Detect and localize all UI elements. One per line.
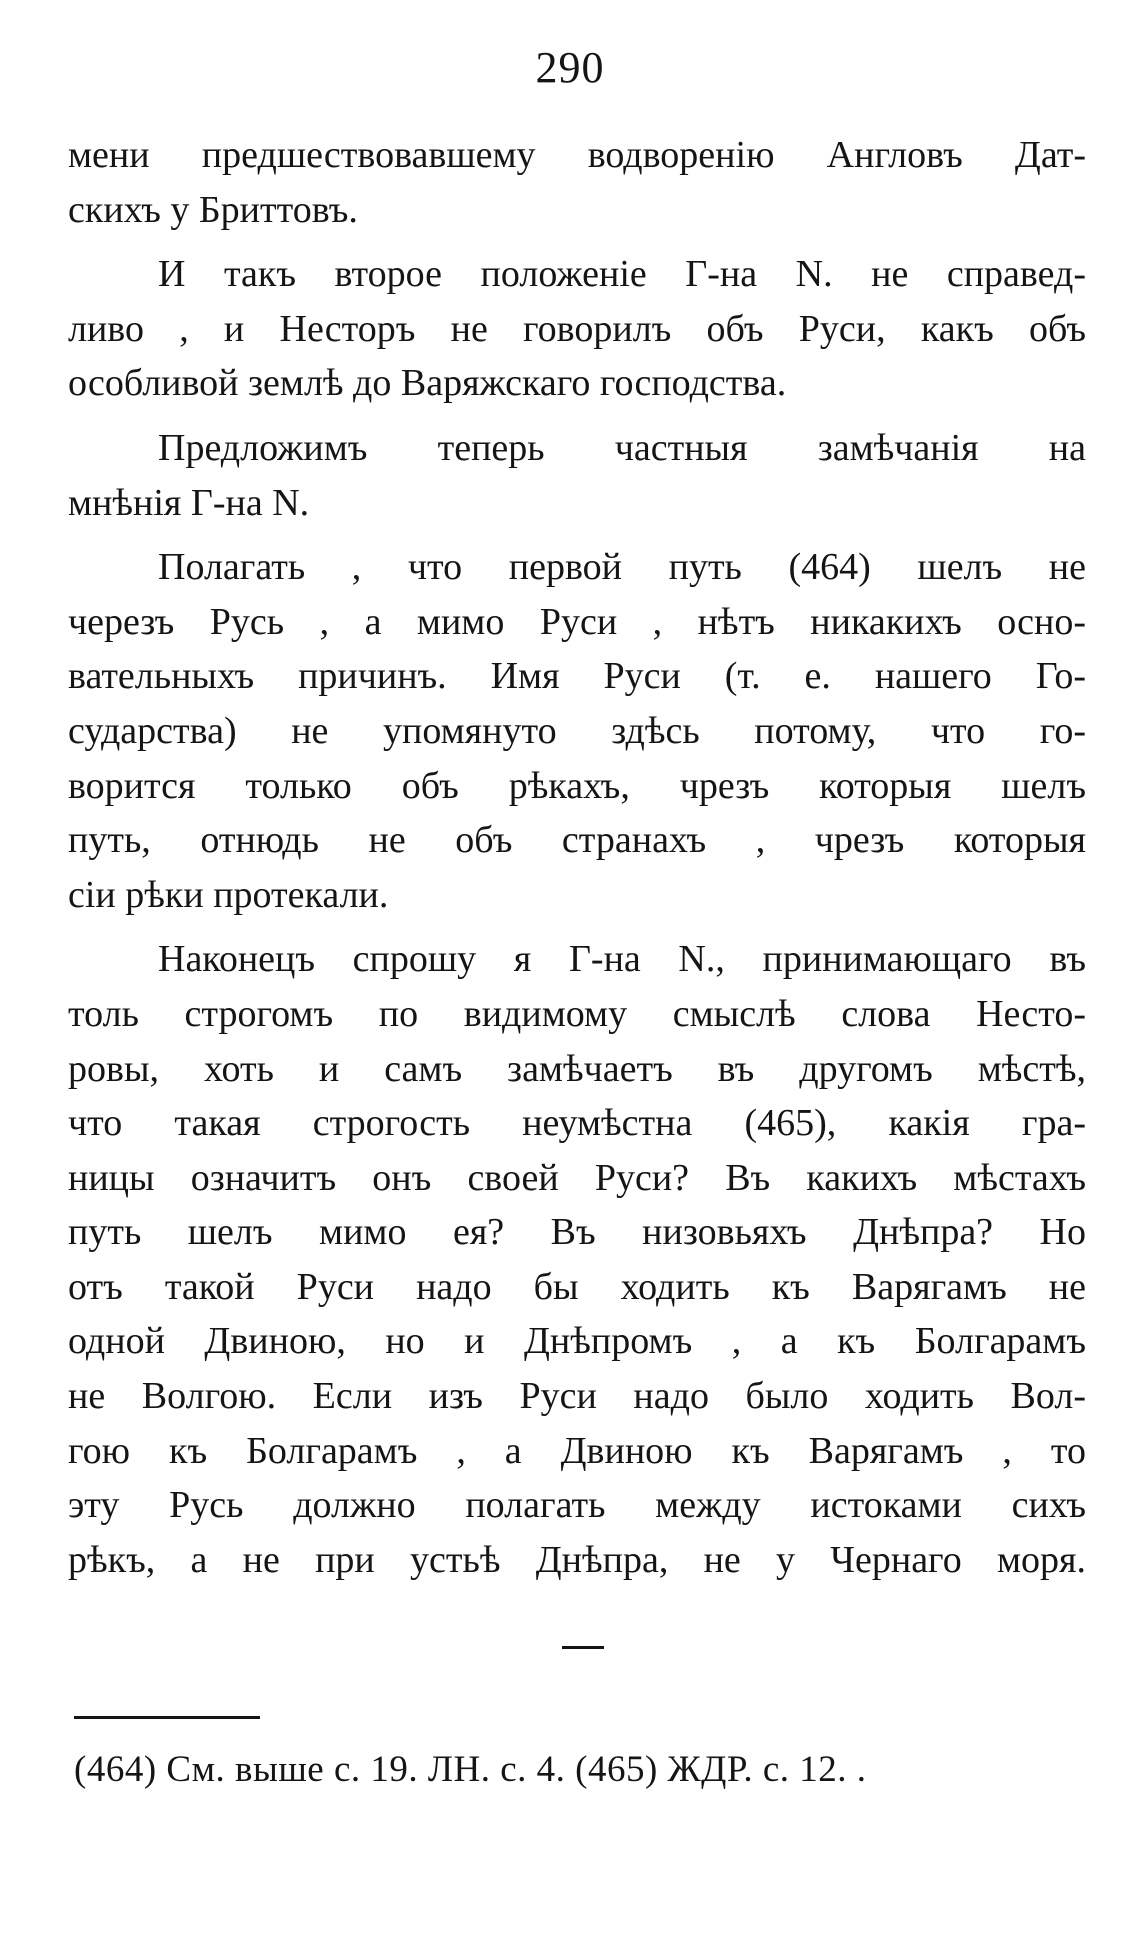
text-line: Полагать , что первой путь (464) шелъ не: [158, 546, 1086, 589]
paragraph-gap: [68, 411, 1086, 421]
section-end-dash: [562, 1646, 604, 1649]
text-line: скихъ у Бриттовъ.: [68, 188, 358, 231]
body-text: [68, 128, 1086, 1587]
text-line: Наконецъ спрошу я Г-на N., принимающаго въ: [158, 938, 1086, 981]
paragraph-gap: [68, 530, 1086, 540]
text-line: мени предшествовавшему водворенію Англовъ Дат-: [68, 134, 1086, 176]
paragraph-gap: [68, 237, 1086, 247]
text-line: путь, отнюдь не объ странахъ , чрезъ которыя: [68, 819, 1086, 862]
text-line: одной Двиною, но и Днѣпромъ , а къ Болгарамъ: [68, 1320, 1086, 1363]
paragraph-gap: [68, 922, 1086, 932]
text-line: гою къ Болгарамъ , а Двиною къ Варягамъ , то: [68, 1429, 1086, 1472]
text-line: рѣкъ, а не при устьѣ Днѣпра, не у Чернаго моря.: [68, 1538, 1086, 1581]
text-line: сударства) не упомянуто здѣсь потому, что го-: [68, 709, 1086, 752]
page-number: 290: [535, 43, 605, 92]
text-line: ливо , и Несторъ не говорилъ объ Руси, какъ объ: [68, 307, 1086, 350]
text-line: не Волгою. Если изъ Руси надо было ходить Вол-: [68, 1375, 1086, 1418]
text-line: мнѣнія Г-на N.: [68, 481, 310, 524]
text-line: что такая строгость неумѣстна (465), какія гра-: [68, 1102, 1086, 1145]
footnote-line: (464) См. выше с. 19. ЛН. с. 4. (465) ЖДР. с. 12. .: [74, 1749, 867, 1790]
text-line: ницы означитъ онъ своей Руси? Въ какихъ мѣстахъ: [68, 1156, 1086, 1199]
text-line: ворится только объ рѣкахъ, чрезъ которыя шелъ: [68, 764, 1086, 807]
text-line: сіи рѣки протекали.: [68, 873, 389, 916]
footnote-rule: [74, 1716, 260, 1719]
text-line: толь строгомъ по видимому смыслѣ слова Несто-: [68, 992, 1086, 1035]
text-line: ровы, хоть и самъ замѣчаетъ въ другомъ мѣстѣ,: [68, 1047, 1086, 1090]
text-line: Предложимъ теперь частныя замѣчанія на: [158, 426, 1086, 469]
text-line: черезъ Русь , а мимо Руси , нѣтъ никакихъ осно-: [68, 600, 1086, 643]
text-line: особливой землѣ до Варяжскаго господства.: [68, 362, 787, 405]
text-line: эту Русь должно полагать между истоками сихъ: [68, 1484, 1086, 1527]
text-line: вательныхъ причинъ. Имя Руси (т. е. нашего Го-: [68, 655, 1086, 698]
text-line: отъ такой Руси надо бы ходить къ Варягамъ не: [68, 1265, 1086, 1308]
text-line: И такъ второе положеніе Г-на N. не справед-: [158, 253, 1086, 296]
text-line: путь шелъ мимо ея? Въ низовьяхъ Днѣпра? Но: [68, 1211, 1086, 1254]
